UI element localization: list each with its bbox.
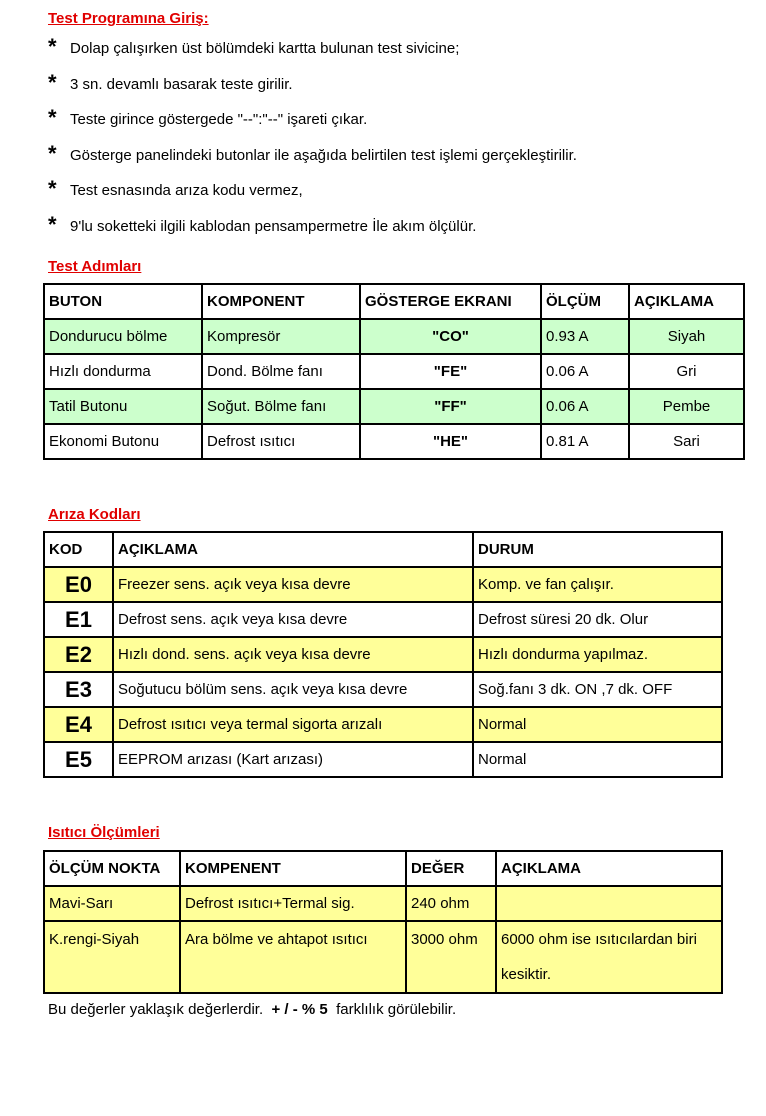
asterisk-icon: * xyxy=(48,176,57,201)
asterisk-icon: * xyxy=(48,34,57,59)
asterisk-icon: * xyxy=(48,211,57,237)
table-header-row: KOD AÇIKLAMA DURUM xyxy=(44,532,722,567)
table-row: E4 Defrost ısıtıcı veya termal sigorta arızalı Normal xyxy=(44,707,722,742)
list-item: * Dolap çalışırken üst bölümdeki kartta bulunan test sivicine; xyxy=(48,34,460,59)
tolerance-note: Bu değerler yaklaşık değerlerdir. + / - % 5 farklılık görülebilir. xyxy=(48,1001,457,1018)
list-item: * Gösterge panelindeki butonlar ile aşağıda belirtilen test işlemi gerçekleştirilir. xyxy=(48,140,577,166)
test-steps-title: Test Adımları xyxy=(48,258,142,275)
asterisk-icon: * xyxy=(48,140,57,166)
asterisk-icon: * xyxy=(48,69,57,95)
table-row: Ekonomi Butonu Defrost ısıtıcı "HE" 0.81 A Sari xyxy=(44,424,744,459)
list-item: * 9'lu soketteki ilgili kablodan pensampermetre İle akım ölçülür. xyxy=(48,211,477,237)
fault-codes-title: Arıza Kodları xyxy=(48,506,141,523)
table-header-row: BUTON KOMPONENT GÖSTERGE EKRANI ÖLÇÜM AÇIKLAMA xyxy=(44,284,744,319)
table-row: E0 Freezer sens. açık veya kısa devre Komp. ve fan çalışır. xyxy=(44,567,722,602)
intro-title: Test Programına Giriş: xyxy=(48,10,209,27)
intro-bullet-list xyxy=(48,34,577,251)
list-item: * Test esnasında arıza kodu vermez, xyxy=(48,176,303,201)
table-header-row: ÖLÇÜM NOKTA KOMPENENT DEĞER AÇIKLAMA xyxy=(44,851,722,886)
table-row: E1 Defrost sens. açık veya kısa devre Defrost süresi 20 dk. Olur xyxy=(44,602,722,637)
list-item: * 3 sn. devamlı basarak teste girilir. xyxy=(48,69,293,95)
table-row: Mavi-Sarı Defrost ısıtıcı+Termal sig. 240 ohm xyxy=(44,886,722,921)
table-row: K.rengi-Siyah Ara bölme ve ahtapot ısıtıcı 3000 ohm 6000 ohm ise ısıtıcılardan biri kesiktir. xyxy=(44,921,722,993)
table-row: Dondurucu bölme Kompresör "CO" 0.93 A Siyah xyxy=(44,319,744,354)
table-row: E3 Soğutucu bölüm sens. açık veya kısa devre Soğ.fanı 3 dk. ON ,7 dk. OFF xyxy=(44,672,722,707)
table-row: E2 Hızlı dond. sens. açık veya kısa devre Hızlı dondurma yapılmaz. xyxy=(44,637,722,672)
test-steps-table xyxy=(43,283,745,460)
fault-codes-table xyxy=(43,531,723,778)
table-row: Tatil Butonu Soğut. Bölme fanı "FF" 0.06 A Pembe xyxy=(44,389,744,424)
heater-title: Isıtıcı Ölçümleri xyxy=(48,824,160,841)
table-row: E5 EEPROM arızası (Kart arızası) Normal xyxy=(44,742,722,777)
list-item: * Teste girince göstergede "--":"--" işareti çıkar. xyxy=(48,105,368,130)
asterisk-icon: * xyxy=(48,105,57,130)
table-row: Hızlı dondurma Dond. Bölme fanı "FE" 0.06 A Gri xyxy=(44,354,744,389)
heater-table xyxy=(43,850,723,994)
